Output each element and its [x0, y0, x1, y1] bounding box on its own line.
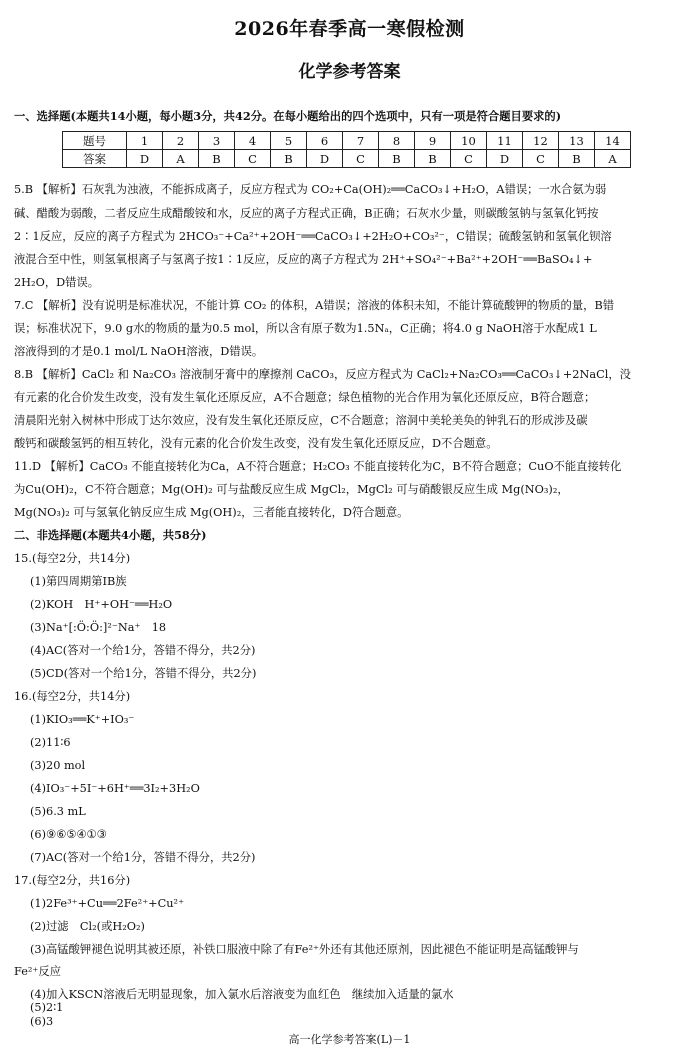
answer-cell: B [379, 150, 415, 168]
answer-line: (1)2Fe³⁺+Cu══2Fe²⁺+Cu²⁺ [30, 897, 185, 910]
explanation-line: 有元素的化合价发生改变，没有发生氧化还原反应，A不合题意；绿色植物的光合作用为氧化还原反应，B符合题意； [14, 391, 596, 404]
answer-line: (4)AC(答对一个给1分，答错不得分，共2分) [30, 644, 256, 657]
answer-cell: B [415, 150, 451, 168]
answer-table [62, 131, 631, 168]
answer-cell: C [343, 150, 379, 168]
question-header: 15.(每空2分，共14分) [14, 552, 131, 565]
answer-cell: D [487, 150, 523, 168]
page-title: 2026年春季高一寒假检测 [234, 18, 465, 40]
answer-line: (5)6.3 mL [30, 805, 86, 818]
answer-cell: C [451, 150, 487, 168]
question-number-cell: 10 [451, 132, 487, 150]
answer-cell: D [307, 150, 343, 168]
answer-line: (7)AC(答对一个给1分，答错不得分，共2分) [30, 851, 256, 864]
question-header: 16.(每空2分，共14分) [14, 690, 131, 703]
explanation-line: 11.D 【解析】CaCO₃ 不能直接转化为Ca，A不符合题意；H₂CO₃ 不能直接转化为C，B不符合题意；CuO不能直接转化 [14, 460, 622, 473]
answer-line: (6)⑨⑥⑤④①③ [30, 828, 107, 841]
answer-line: (3)Na⁺[:Ö:Ö:]²⁻Na⁺ 18 [30, 621, 167, 634]
answer-table-number-row [63, 132, 631, 150]
explanation-line: 碱、醋酸为弱酸，二者反应生成醋酸铵和水，反应的离子方程式正确，B正确；石灰水少量，则碳酸氢钠与氢氧化钙按 [14, 207, 599, 220]
question-number-cell: 1 [127, 132, 163, 150]
question-number-cell: 11 [487, 132, 523, 150]
explanation-line: 8.B 【解析】CaCl₂ 和 Na₂CO₃ 溶液制牙膏中的摩擦剂 CaCO₃，反应方程式为 CaCl₂+Na₂CO₃══CaCO₃↓+2NaCl，没 [14, 368, 631, 381]
explanation-line: Mg(NO₃)₂ 可与氢氧化钠反应生成 Mg(OH)₂，三者能直接转化，D符合题意。 [14, 506, 409, 519]
question-number-cell: 2 [163, 132, 199, 150]
answer-line: (1)第四周期第ⅠB族 [30, 575, 127, 588]
answer-cell: C [523, 150, 559, 168]
question-number-cell: 8 [379, 132, 415, 150]
answer-cell: C [235, 150, 271, 168]
answer-line: (2)过滤 Cl₂(或H₂O₂) [30, 920, 145, 933]
answer-line: (5)CD(答对一个给1分，答错不得分，共2分) [30, 667, 257, 680]
question-number-cell: 3 [199, 132, 235, 150]
answer-line: Fe²⁺反应 [14, 965, 61, 978]
explanation-line: 溶液得到的才是0.1 mol/L NaOH溶液，D错误。 [14, 345, 264, 358]
page-subtitle: 化学参考答案 [298, 62, 401, 82]
answer-line: (3)20 mol [30, 759, 86, 772]
explanation-line: 酸钙和碳酸氢钙的相互转化，没有元素的化合价发生改变，没有发生氧化还原反应，D不合题意。 [14, 437, 498, 450]
question-number-cell: 13 [559, 132, 595, 150]
answer-table-header-cell: 题号 [63, 132, 127, 150]
explanation-line: 7.C 【解析】没有说明是标准状况，不能计算 CO₂ 的体积，A错误；溶液的体积未知，不能计算硫酸钾的物质的量，B错 [14, 299, 615, 312]
question-number-cell: 7 [343, 132, 379, 150]
question-number-cell: 12 [523, 132, 559, 150]
explanation-line: 液混合至中性，则氢氧根离子与氢离子按1∶1反应，反应的离子方程式为 2H⁺+SO₄²⁻+Ba²⁺+2OH⁻══BaSO₄↓+ [14, 253, 593, 266]
explanation-line: 清晨阳光射入树林中形成丁达尔效应，没有发生氧化还原反应，C不合题意；溶洞中美轮美奂的钟乳石的形成涉及碳 [14, 414, 588, 427]
explanation-line: 2∶1反应，反应的离子方程式为 2HCO₃⁻+Ca²⁺+2OH⁻══CaCO₃↓+2H₂O+CO₃²⁻，C错误；硫酸氢钠和氢氧化钡溶 [14, 230, 612, 243]
answer-cell: A [595, 150, 631, 168]
answer-line: (5)2∶1 [30, 1001, 64, 1014]
question-number-cell: 14 [595, 132, 631, 150]
answer-line: (4)加入KSCN溶液后无明显现象，加入氯水后溶液变为血红色 继续加入适量的氯水 [30, 988, 454, 1001]
answer-cell: B [199, 150, 235, 168]
answer-table-header-cell: 答案 [63, 150, 127, 168]
answer-line: (2)11∶6 [30, 736, 71, 749]
explanation-line: 为Cu(OH)₂，C不符合题意；Mg(OH)₂ 可与盐酸反应生成 MgCl₂，MgCl₂ 可与硝酸银反应生成 Mg(NO₃)₂， [14, 483, 569, 496]
answer-cell: B [271, 150, 307, 168]
question-number-cell: 4 [235, 132, 271, 150]
question-header: 17.(每空2分，共16分) [14, 874, 131, 887]
answer-cell: D [127, 150, 163, 168]
page-footer: 高一化学参考答案(L)－1 [288, 1033, 411, 1046]
answer-line: (2)KOH H⁺+OH⁻══H₂O [30, 598, 173, 611]
answer-line: (1)KIO₃══K⁺+IO₃⁻ [30, 713, 135, 726]
answer-cell: A [163, 150, 199, 168]
explanation-line: 2H₂O，D错误。 [14, 276, 100, 289]
answer-line: (3)高锰酸钾褪色说明其被还原，补铁口服液中除了有Fe²⁺外还有其他还原剂，因此褪色不能证明是高锰酸钾与 [30, 943, 579, 956]
question-number-cell: 9 [415, 132, 451, 150]
question-number-cell: 5 [271, 132, 307, 150]
explanation-line: 误；标准状况下，9.0 g水的物质的量为0.5 mol，所以含有原子数为1.5Nₐ，C正确；将4.0 g NaOH溶于水配成1 L [14, 322, 597, 335]
answer-table-answer-row [63, 150, 631, 168]
answer-line: (4)IO₃⁻+5I⁻+6H⁺══3I₂+3H₂O [30, 782, 200, 795]
section1-heading: 一、选择题(本题共14小题，每小题3分，共42分。在每小题给出的四个选项中，只有一项是符合题目要求的) [14, 109, 562, 123]
section2-heading: 二、非选择题(本题共4小题，共58分) [14, 528, 207, 542]
answer-cell: B [559, 150, 595, 168]
answer-line: (6)3 [30, 1015, 54, 1028]
question-number-cell: 6 [307, 132, 343, 150]
explanation-line: 5.B 【解析】石灰乳为浊液，不能拆成离子，反应方程式为 CO₂+Ca(OH)₂══CaCO₃↓+H₂O，A错误；一水合氨为弱 [14, 183, 607, 196]
